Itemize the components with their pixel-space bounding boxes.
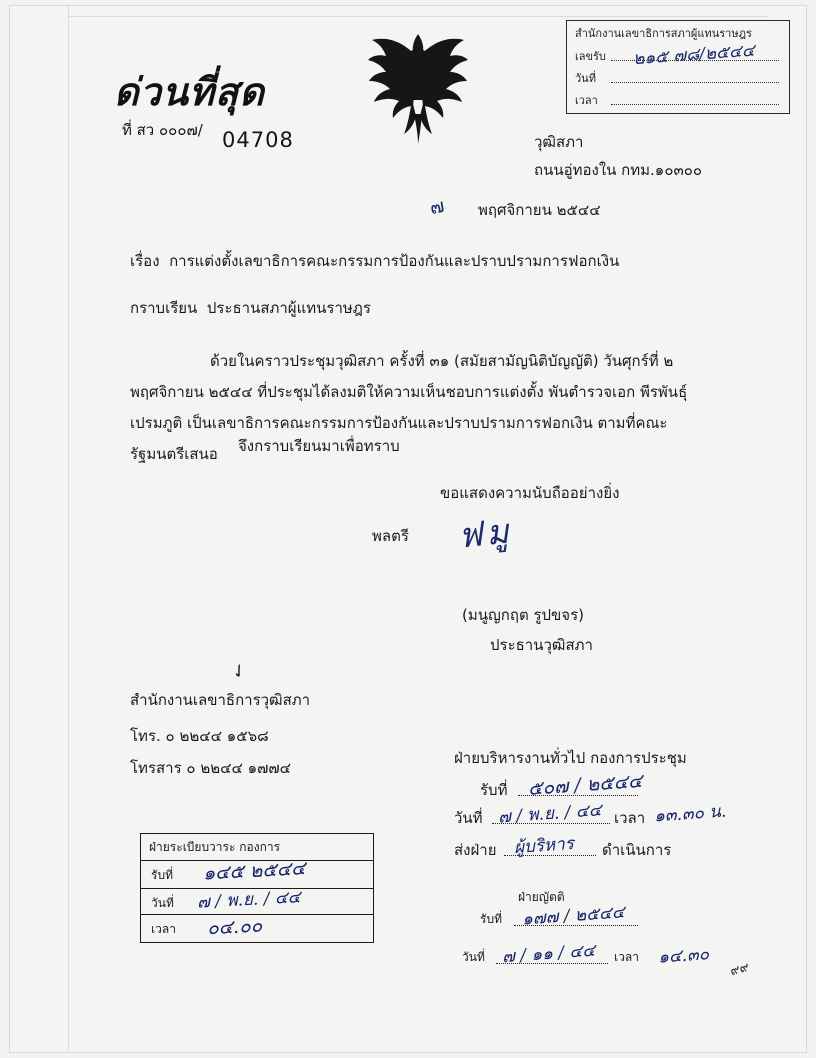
stamp-right-block-row2-value: ๗ / พ.ย. / ๔๔ (497, 800, 603, 828)
stamp-right-block-row3-value: ผู้บริหาร (513, 833, 575, 859)
body-paragraph-1: ด้วยในคราวประชุมวุฒิสภา ครั้งที่ ๓๑ (สมัยสามัญนิติบัญญัติ) วันศุกร์ที่ ๒ พฤศจิกายน ๒๕๔๔ ที่ประชุมได้ลงมติให้ความเห็นชอบการแต่งตั้ง พันตำรวจเอก พีรพันธุ์ เปรมภูติ เป็นเลขาธิการคณะกรรมการป้องกันและปราบปรามการฟอกเงิน ตามที่คณะรัฐมนตรีเสนอ (130, 352, 688, 463)
stamp-top-right (566, 20, 790, 114)
stamp-bottom-left-title: ฝ่ายระเบียบวาระ กองการ (149, 840, 281, 854)
stamp-top-right-row3-label: เวลา (575, 94, 598, 107)
page-edge-line-top (68, 16, 768, 17)
subject-label: เรื่อง (130, 252, 160, 270)
stamp-top-right-row2-label: วันที่ (575, 72, 596, 85)
stamp-right-block-row2-value2: ๑๓.๓๐ น. (653, 801, 727, 827)
body-paragraph-2: จึงกราบเรียนมาเพื่อทราบ (238, 437, 400, 455)
document-number-value: 04708 (222, 128, 294, 152)
stamp-bottom-small-row2-label2: เวลา (614, 950, 639, 964)
signer-position: ประธานวุฒิสภา (490, 636, 593, 654)
stamp-top-right-title: สำนักงานเลขาธิการสภาผู้แทนราษฎร (575, 27, 752, 40)
stamp-bottom-small-row2-label: วันที่ (462, 950, 485, 964)
signature-mark: ฟมู (456, 511, 515, 557)
stamp-top-right-row1-value: ๒๑๕ ๗๘/๒๕๔๔ (632, 40, 756, 70)
office-name: สำนักงานเลขาธิการวุฒิสภา (130, 691, 311, 709)
stamp-top-right-row1-label: เลขรับ (575, 50, 606, 63)
document-number-label: ที่ สว ๐๐๐๗/ (122, 121, 203, 139)
stamp-bottom-small-row2-value: ๗ / ๑๑ / ๔๔ (501, 940, 596, 968)
stamp-bottom-left (140, 833, 374, 943)
stamp-bottom-left-row3-label: เวลา (151, 922, 176, 936)
signer-rank: พลตรี (372, 527, 409, 545)
sender-org: วุฒิสภา (534, 133, 584, 151)
check-mark-icon: ✓ (227, 658, 252, 685)
stamp-right-block-row1-label: รับที่ (480, 781, 508, 799)
recipient-line (130, 296, 371, 320)
stamp-right-block-row3-label2: ดำเนินการ (602, 841, 672, 859)
stamp-bottom-left-row1-value: ๑๔๕ ๒๕๔๔ (202, 857, 307, 885)
stamp-right-block-row2-label2: เวลา (614, 809, 646, 827)
recipient-label: กราบเรียน (130, 299, 198, 317)
office-telephone: โทร. ๐ ๒๒๔๔ ๑๕๖๘ (130, 727, 269, 745)
stamp-top-right-row3-rule (611, 103, 779, 105)
stamp-top-right-row2-rule (611, 81, 779, 83)
stamp-right-block-title: ฝ่ายบริหารงานทั่วไป กองการประชุม (454, 749, 687, 767)
stamp-bottom-left-row2-value: ๗ / พ.ย. / ๔๔ (196, 887, 302, 913)
subject-line (130, 249, 619, 273)
stamp-bottom-small-title: ฝ่ายญัตติ (518, 890, 565, 904)
stamp-right-block-row2-label: วันที่ (454, 809, 483, 827)
stamp-right-block-row3-label: ส่งฝ่าย (454, 841, 497, 859)
date-text: พฤศจิกายน ๒๕๔๔ (478, 201, 601, 219)
office-fax: โทรสาร ๐ ๒๒๔๔ ๑๗๗๔ (130, 759, 292, 777)
paper-sheet (10, 6, 806, 1052)
date-handwritten-day: ๗ (428, 194, 447, 220)
garuda-emblem-icon (362, 28, 474, 146)
bottom-right-mark: ๙๙ (728, 959, 751, 980)
signer-name: (มนูญกฤต รูปขจร) (462, 606, 584, 624)
stamp-bottom-small-row1-label: รับที่ (480, 912, 502, 926)
sender-address: ถนนอู่ทองใน กทม.๑๐๓๐๐ (534, 161, 703, 179)
stamp-bottom-small-row2-value2: ๑๔.๓๐ (657, 944, 710, 968)
recipient-text: ประธานสภาผู้แทนราษฎร (206, 299, 371, 317)
urgent-stamp: ด่วนที่สุด (114, 70, 265, 114)
stamp-bottom-small-row1-value: ๑๗๗ / ๒๕๔๔ (521, 902, 626, 930)
page-edge-line-left (68, 6, 69, 1052)
stamp-right-block-row1-value: ๕๐๗ / ๒๕๔๔ (527, 770, 644, 800)
stamp-bottom-left-row2-label: วันที่ (151, 896, 174, 910)
stamp-bottom-left-row3-value: ๐๔.๐๐ (206, 914, 263, 940)
subject-text: การแต่งตั้งเลขาธิการคณะกรรมการป้องกันและปราบปรามการฟอกเงิน (169, 252, 620, 270)
stamp-bottom-left-row1-label: รับที่ (151, 868, 173, 882)
closing-text: ขอแสดงความนับถืออย่างยิ่ง (440, 484, 620, 502)
